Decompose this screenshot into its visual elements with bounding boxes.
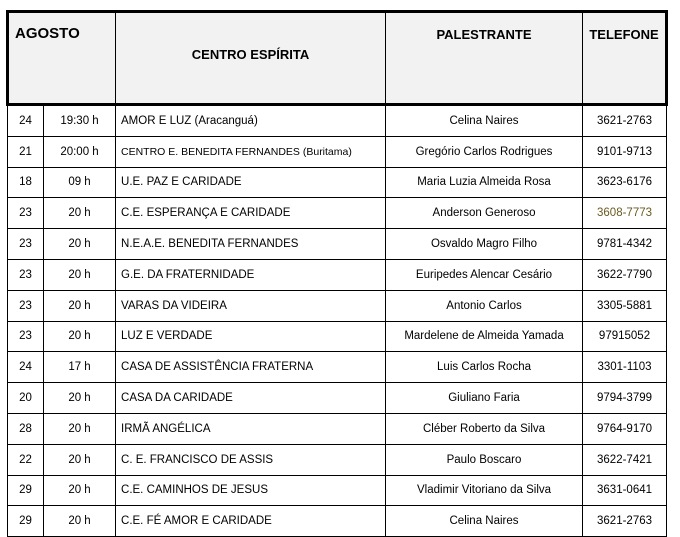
cell-time: 20 h: [44, 444, 116, 475]
cell-center: IRMÃ ANGÉLICA: [116, 413, 386, 444]
header-center: CENTRO ESPÍRITA: [116, 12, 386, 105]
table-row: [8, 475, 667, 506]
cell-day: 24: [8, 105, 44, 137]
cell-speaker: Osvaldo Magro Filho: [386, 229, 583, 260]
cell-day: 24: [8, 352, 44, 383]
cell-center: CENTRO E. BENEDITA FERNANDES (Buritama): [116, 136, 386, 167]
cell-phone: 9794-3799: [583, 383, 667, 414]
cell-speaker: Celina Naires: [386, 506, 583, 537]
cell-center: VARAS DA VIDEIRA: [116, 290, 386, 321]
cell-time: 20 h: [44, 229, 116, 260]
table-row: [8, 136, 667, 167]
table-row: [8, 167, 667, 198]
table-row: [8, 321, 667, 352]
cell-center: C.E. CAMINHOS DE JESUS: [116, 475, 386, 506]
cell-time: 09 h: [44, 167, 116, 198]
cell-time: 20 h: [44, 259, 116, 290]
cell-time: 17 h: [44, 352, 116, 383]
cell-center: CASA DA CARIDADE: [116, 383, 386, 414]
schedule-table: [6, 10, 668, 537]
cell-speaker: Luis Carlos Rocha: [386, 352, 583, 383]
cell-speaker: Vladimir Vitoriano da Silva: [386, 475, 583, 506]
cell-phone: 3622-7421: [583, 444, 667, 475]
cell-day: 23: [8, 229, 44, 260]
cell-time: 20:00 h: [44, 136, 116, 167]
header-month: AGOSTO: [8, 12, 116, 105]
table-row: [8, 444, 667, 475]
cell-phone: 9764-9170: [583, 413, 667, 444]
cell-speaker: Anderson Generoso: [386, 198, 583, 229]
cell-day: 29: [8, 475, 44, 506]
header-speaker: PALESTRANTE: [386, 12, 583, 105]
cell-speaker: Giuliano Faria: [386, 383, 583, 414]
header-phone: TELEFONE: [583, 12, 667, 105]
cell-day: 22: [8, 444, 44, 475]
table-body: [8, 105, 667, 537]
cell-day: 18: [8, 167, 44, 198]
cell-time: 19:30 h: [44, 105, 116, 137]
table-row: [8, 290, 667, 321]
cell-phone: 3631-0641: [583, 475, 667, 506]
cell-time: 20 h: [44, 321, 116, 352]
cell-phone: 9781-4342: [583, 229, 667, 260]
cell-speaker: Euripedes Alencar Cesário: [386, 259, 583, 290]
table-row: [8, 506, 667, 537]
cell-phone: 3623-6176: [583, 167, 667, 198]
cell-center: N.E.A.E. BENEDITA FERNANDES: [116, 229, 386, 260]
cell-phone: 3621-2763: [583, 506, 667, 537]
table-row: [8, 352, 667, 383]
cell-day: 20: [8, 383, 44, 414]
cell-day: 23: [8, 321, 44, 352]
cell-phone: 3301-1103: [583, 352, 667, 383]
table-row: [8, 229, 667, 260]
cell-phone: 97915052: [583, 321, 667, 352]
cell-time: 20 h: [44, 383, 116, 414]
cell-speaker: Antonio Carlos: [386, 290, 583, 321]
cell-time: 20 h: [44, 506, 116, 537]
cell-time: 20 h: [44, 475, 116, 506]
cell-speaker: Celina Naires: [386, 105, 583, 137]
cell-center: CASA DE ASSISTÊNCIA FRATERNA: [116, 352, 386, 383]
cell-center: LUZ E VERDADE: [116, 321, 386, 352]
cell-day: 23: [8, 290, 44, 321]
cell-speaker: Mardelene de Almeida Yamada: [386, 321, 583, 352]
table-row: [8, 383, 667, 414]
table-row: [8, 105, 667, 137]
cell-phone: 3621-2763: [583, 105, 667, 137]
cell-phone: 3305-5881: [583, 290, 667, 321]
cell-day: 23: [8, 259, 44, 290]
cell-speaker: Paulo Boscaro: [386, 444, 583, 475]
cell-day: 29: [8, 506, 44, 537]
cell-phone: 9101-9713: [583, 136, 667, 167]
cell-center: U.E. PAZ E CARIDADE: [116, 167, 386, 198]
cell-center: G.E. DA FRATERNIDADE: [116, 259, 386, 290]
cell-day: 28: [8, 413, 44, 444]
cell-time: 20 h: [44, 290, 116, 321]
cell-speaker: Maria Luzia Almeida Rosa: [386, 167, 583, 198]
cell-speaker: Cléber Roberto da Silva: [386, 413, 583, 444]
cell-time: 20 h: [44, 198, 116, 229]
cell-center: C. E. FRANCISCO DE ASSIS: [116, 444, 386, 475]
table-row: [8, 259, 667, 290]
cell-phone: 3622-7790: [583, 259, 667, 290]
cell-center: C.E. FÉ AMOR E CARIDADE: [116, 506, 386, 537]
cell-phone: 3608-7773: [583, 198, 667, 229]
cell-speaker: Gregório Carlos Rodrigues: [386, 136, 583, 167]
cell-center: C.E. ESPERANÇA E CARIDADE: [116, 198, 386, 229]
cell-day: 23: [8, 198, 44, 229]
cell-center: AMOR E LUZ (Aracanguá): [116, 105, 386, 137]
table-row: [8, 198, 667, 229]
header-row: [8, 12, 667, 105]
table-row: [8, 413, 667, 444]
cell-time: 20 h: [44, 413, 116, 444]
cell-day: 21: [8, 136, 44, 167]
schedule-sheet: [6, 10, 665, 537]
